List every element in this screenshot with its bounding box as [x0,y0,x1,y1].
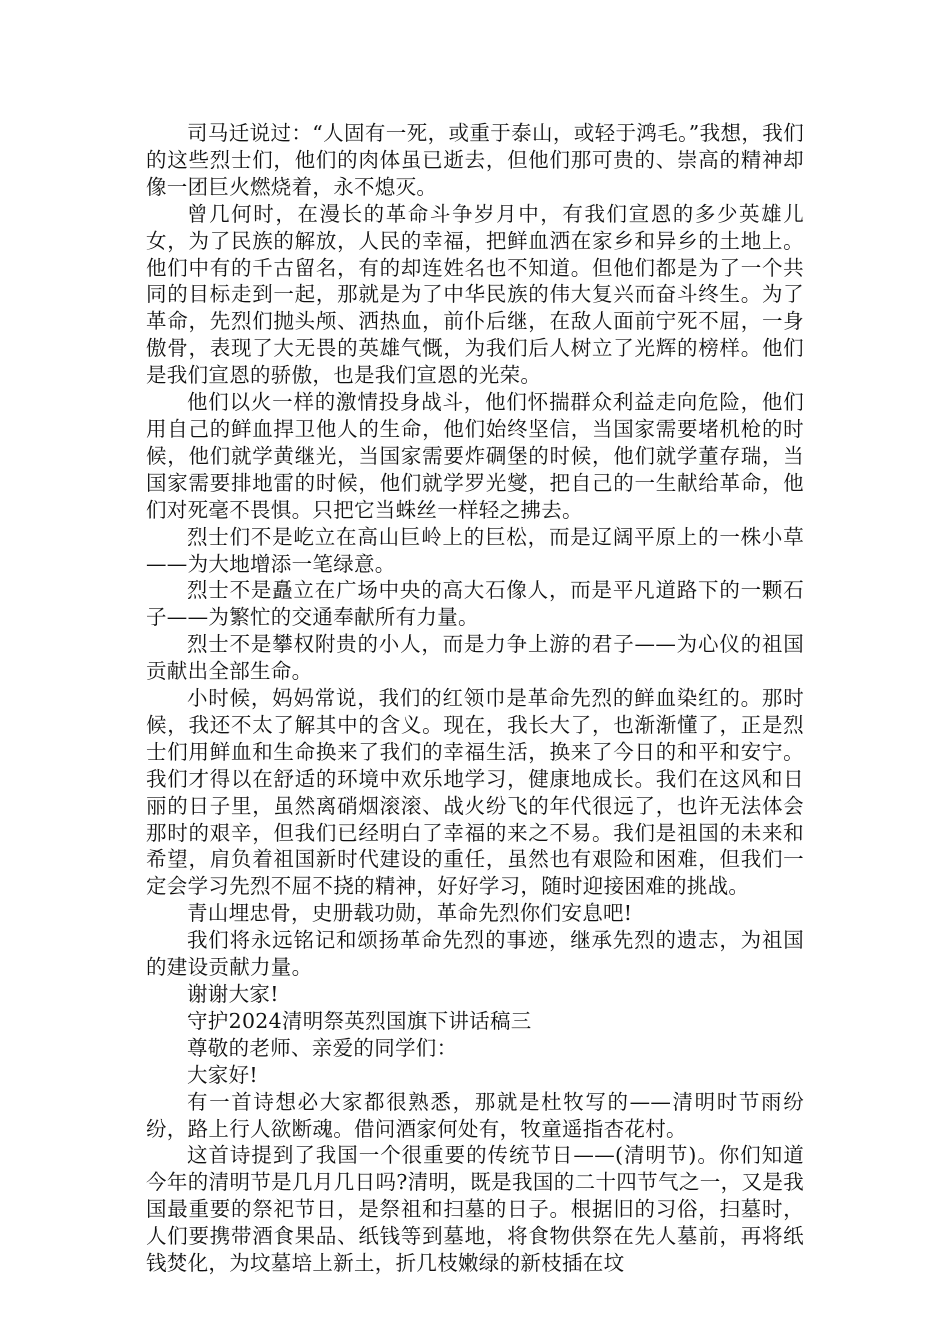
paragraph-sima-qian-quote: 司马迁说过：“人固有一死，或重于泰山，或轻于鸿毛。”我想，我们的这些烈士们，他们的肉体虽已逝去，但他们那可贵的、崇高的精神却像一团巨火燃烧着，永不熄灭。 [146,121,804,199]
paragraph-salutation: 尊敬的老师、亲爱的同学们： [187,1035,458,1060]
paragraph-greeting: 大家好! [187,1062,258,1087]
paragraph-gentleman: 烈士不是攀权附贵的小人，而是力争上游的君子——为心仪的祖国贡献出全部生命。 [146,632,804,684]
paragraph-small-grass: 烈士们不是屹立在高山巨岭上的巨松，而是辽阔平原上的一株小草——为大地增添一笔绿意。 [146,524,804,576]
paragraph-red-scarf: 小时候，妈妈常说，我们的红领巾是革命先烈的鲜血染红的。那时候，我还不太了解其中的含义。现在，我长大了，也渐渐懂了，正是烈士们用鲜血和生命换来了我们的幸福生活，换来了今日的和平和安宁。我们才得以在舒适的环境中欢乐地学习，健康地成长。我们在这风和日丽的日子里，虽然离硝烟滚滚、战火纷飞的年代很远了，也许无法体会那时的艰辛，但我们已经明白了幸福的来之不易。我们是祖国的未来和希望，肩负着祖国新时代建设的重任，虽然也有艰险和困难，但我们一定会学习先烈不屈不挠的精神，好好学习，随时迎接困难的挑战。 [146,686,804,899]
paragraph-stone: 烈士不是矗立在广场中央的高大石像人，而是平凡道路下的一颗石子——为繁忙的交通奉献所有力量。 [146,578,804,630]
paragraph-du-mu-poem: 有一首诗想必大家都很熟悉，那就是杜牧写的——清明时节雨纷纷，路上行人欲断魂。借问酒家何处有，牧童遥指杏花村。 [146,1089,804,1141]
section-title: 守护2024清明祭英烈国旗下讲话稿三 [187,1008,532,1033]
paragraph-qingming-festival: 这首诗提到了我国一个很重要的传统节日——(清明节)。你们知道今年的清明节是几月几日吗?清明，既是我国的二十四节气之一，又是我国最重要的祭祀节日，是祭祖和扫墓的日子。根据旧的习俗，扫墓时，人们要携带酒食果品、纸钱等到墓地，将食物供祭在先人墓前，再将纸钱焚化，为坟墓培上新土，折几枝嫩绿的新枝插在坟 [146,1143,804,1276]
paragraph-remember: 我们将永远铭记和颂扬革命先烈的事迹，继承先烈的遗志，为祖国的建设贡献力量。 [146,928,804,980]
paragraph-thanks: 谢谢大家! [187,982,279,1006]
document-body [146,120,804,1277]
paragraph-passion-battle: 他们以火一样的激情投身战斗，他们怀揣群众利益走向危险，他们用自己的鲜血捍卫他人的生命，他们始终坚信，当国家需要堵机枪的时候，他们就学黄继光，当国家需要炸碉堡的时候，他们就学董存瑞，当国家需要排地雷的时候，他们就学罗光燮，把自己的一生献给革命，他们对死毫不畏惧。只把它当蛛丝一样轻之拂去。 [146,390,804,522]
paragraph-xuanen-heroes: 曾几何时，在漫长的革命斗争岁月中，有我们宣恩的多少英雄儿女，为了民族的解放，人民的幸福，把鲜血洒在家乡和异乡的土地上。他们中有的千古留名，有的却连姓名也不知道。但他们都是为了一个共同的目标走到一起，那就是为了中华民族的伟大复兴而奋斗终生。为了革命，先烈们抛头颅、洒热血，前仆后继，在敌人面前宁死不屈，一身傲骨，表现了大无畏的英雄气慨，为我们后人树立了光辉的榜样。他们是我们宣恩的骄傲，也是我们宣恩的光荣。 [146,201,804,388]
paragraph-rest-in-peace: 青山埋忠骨，史册载功勋，革命先烈你们安息吧! [187,901,633,926]
